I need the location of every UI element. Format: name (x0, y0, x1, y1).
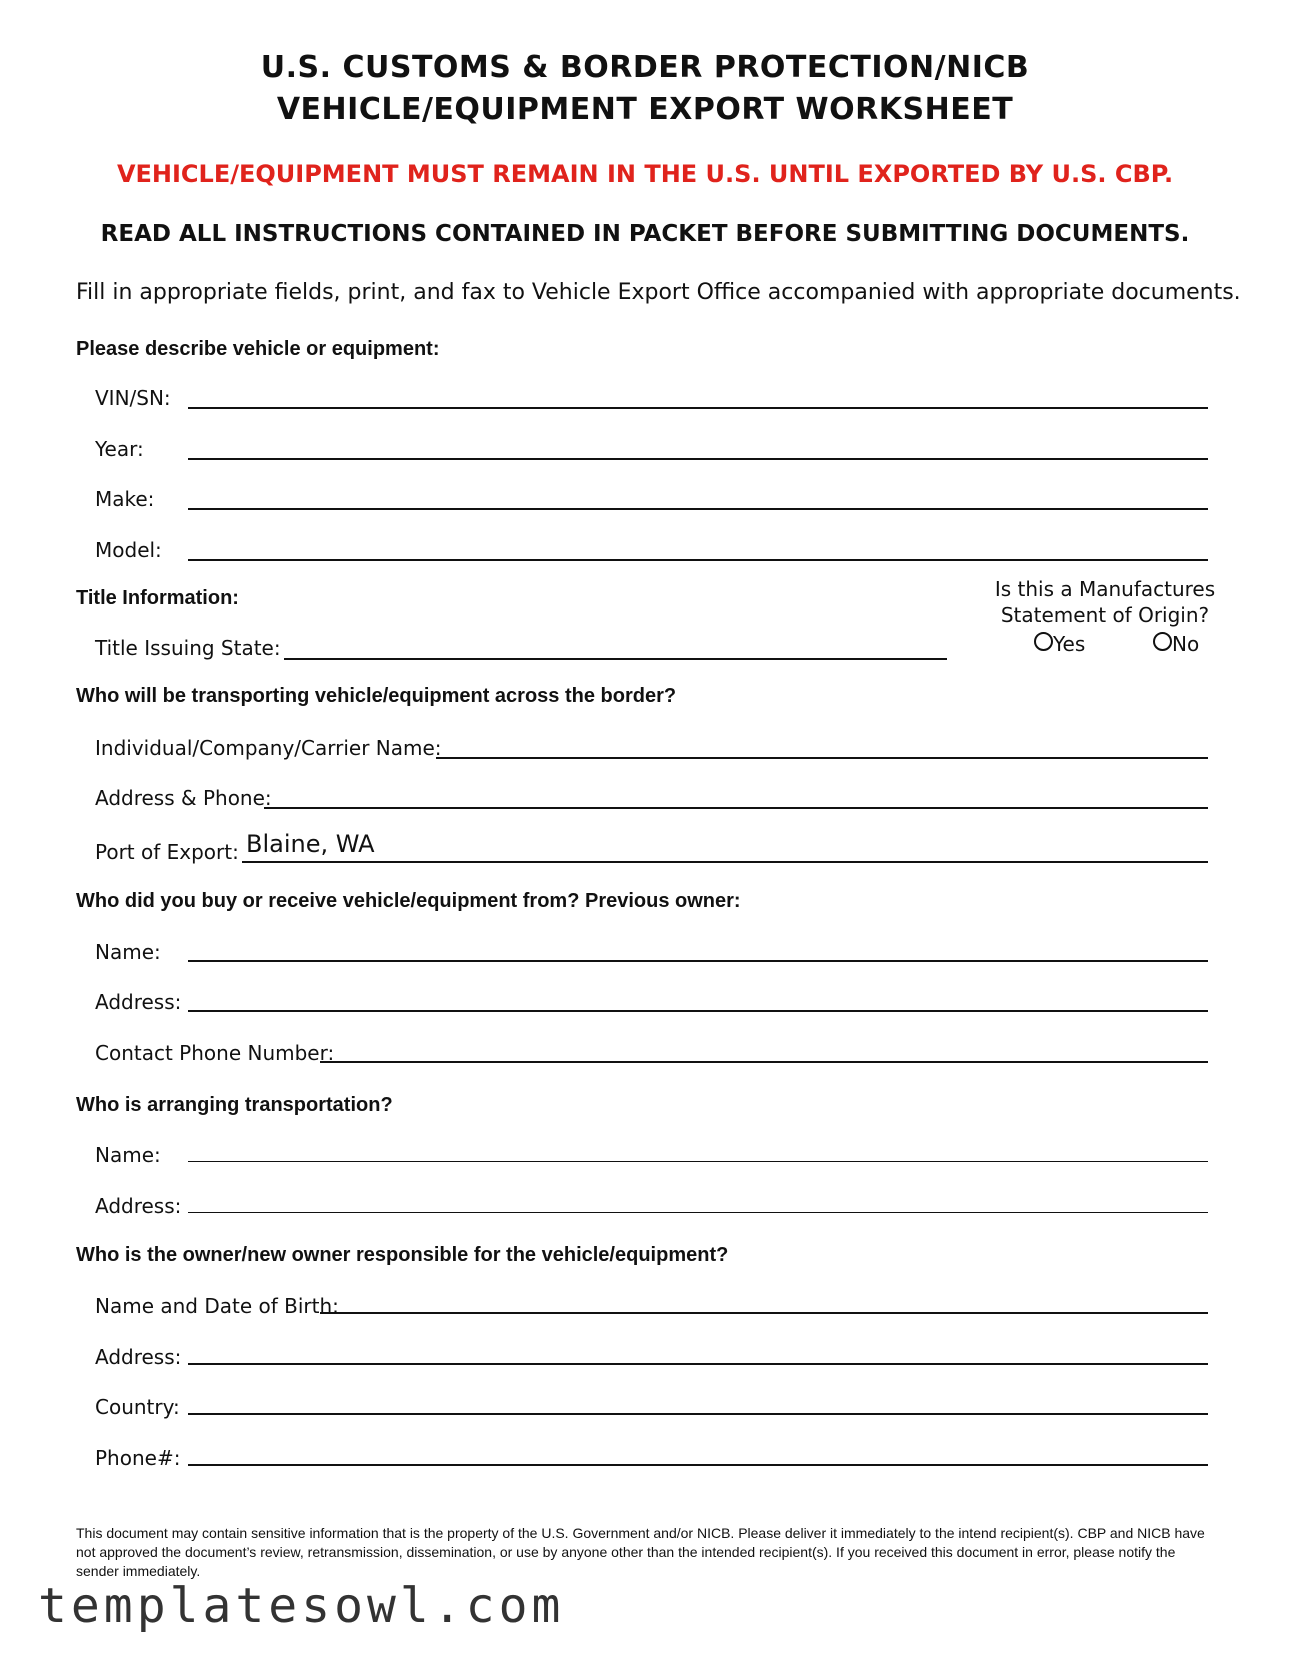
owner-country-label: Country: (95, 1395, 180, 1419)
previous-owner-heading: Who did you buy or receive vehicle/equipment from? Previous owner: (76, 890, 741, 912)
owner-country-field[interactable] (188, 1413, 1208, 1415)
warning-text: VEHICLE/EQUIPMENT MUST REMAIN IN THE U.S. UNTIL EXPORTED BY U.S. CBP. (116, 160, 1174, 188)
owner-heading: Who is the owner/new owner responsible for the vehicle/equipment? (76, 1244, 729, 1266)
model-label: Model: (95, 538, 162, 562)
form-title-line2: VEHICLE/EQUIPMENT EXPORT WORKSHEET (276, 92, 1014, 127)
watermark: templatesowl.com (38, 1578, 565, 1634)
transporter-address-field[interactable] (264, 807, 1208, 809)
transporter-heading: Who will be transporting vehicle/equipment across the border? (76, 685, 677, 707)
owner-address-field[interactable] (188, 1363, 1208, 1365)
mso-yes-radio[interactable] (1034, 632, 1053, 651)
arranger-address-label: Address: (95, 1194, 182, 1218)
port-of-export-value: Blaine, WA (246, 830, 375, 858)
mso-no-option[interactable]: No (1153, 632, 1199, 656)
make-field[interactable] (188, 508, 1208, 510)
arranger-name-field[interactable] (188, 1161, 1208, 1162)
prev-owner-name-label: Name: (95, 940, 161, 964)
mso-yes-option[interactable]: Yes (1034, 632, 1085, 656)
prev-owner-name-field[interactable] (188, 960, 1208, 962)
read-all-instructions: READ ALL INSTRUCTIONS CONTAINED IN PACKET BEFORE SUBMITTING DOCUMENTS. (100, 221, 1190, 247)
prev-owner-address-field[interactable] (188, 1010, 1208, 1012)
year-label: Year: (95, 437, 144, 461)
owner-name-dob-field[interactable] (320, 1312, 1208, 1314)
make-label: Make: (95, 487, 155, 511)
model-field[interactable] (188, 559, 1208, 561)
vin-label: VIN/SN: (95, 386, 171, 410)
mso-no-radio[interactable] (1153, 632, 1172, 651)
title-info-heading: Title Information: (76, 587, 239, 609)
title-state-field[interactable] (284, 658, 947, 660)
form-title-line1: U.S. CUSTOMS & BORDER PROTECTION/NICB (260, 50, 1030, 85)
transporter-address-label: Address & Phone: (95, 786, 272, 810)
confidentiality-disclaimer: This document may contain sensitive information that is the property of the U.S. Government and/or NICB. Please deliver it immediately to the intend recipient(s). CBP and NICB have not approved the document’s review, retransmission, dissemination, or use by anyone other than the intended recipient(s). If you received this document in error, please notify the sender immediately. (76, 1525, 1205, 1579)
port-of-export-label: Port of Export: (95, 840, 239, 864)
prev-owner-phone-field[interactable] (320, 1061, 1208, 1063)
prev-owner-phone-label: Contact Phone Number: (95, 1041, 335, 1065)
owner-address-label: Address: (95, 1345, 182, 1369)
title-state-label: Title Issuing State: (95, 636, 281, 660)
prev-owner-address-label: Address: (95, 990, 182, 1014)
arranger-heading: Who is arranging transportation? (76, 1094, 393, 1116)
vin-field[interactable] (188, 407, 1208, 409)
owner-phone-label: Phone#: (95, 1446, 181, 1470)
arranger-name-label: Name: (95, 1143, 161, 1167)
owner-phone-field[interactable] (188, 1464, 1208, 1466)
port-of-export-field[interactable] (242, 830, 1208, 863)
owner-name-dob-label: Name and Date of Birth: (95, 1294, 339, 1318)
transporter-name-field[interactable] (436, 757, 1208, 759)
vehicle-section-heading: Please describe vehicle or equipment: (76, 338, 440, 360)
intro-text: Fill in appropriate fields, print, and fax to Vehicle Export Office accompanied with appropriate documents. (76, 280, 1241, 305)
transporter-name-label: Individual/Company/Carrier Name: (95, 736, 442, 760)
mso-question: Is this a Manufactures Statement of Origin? (994, 577, 1216, 627)
arranger-address-field[interactable] (188, 1212, 1208, 1213)
year-field[interactable] (188, 458, 1208, 460)
